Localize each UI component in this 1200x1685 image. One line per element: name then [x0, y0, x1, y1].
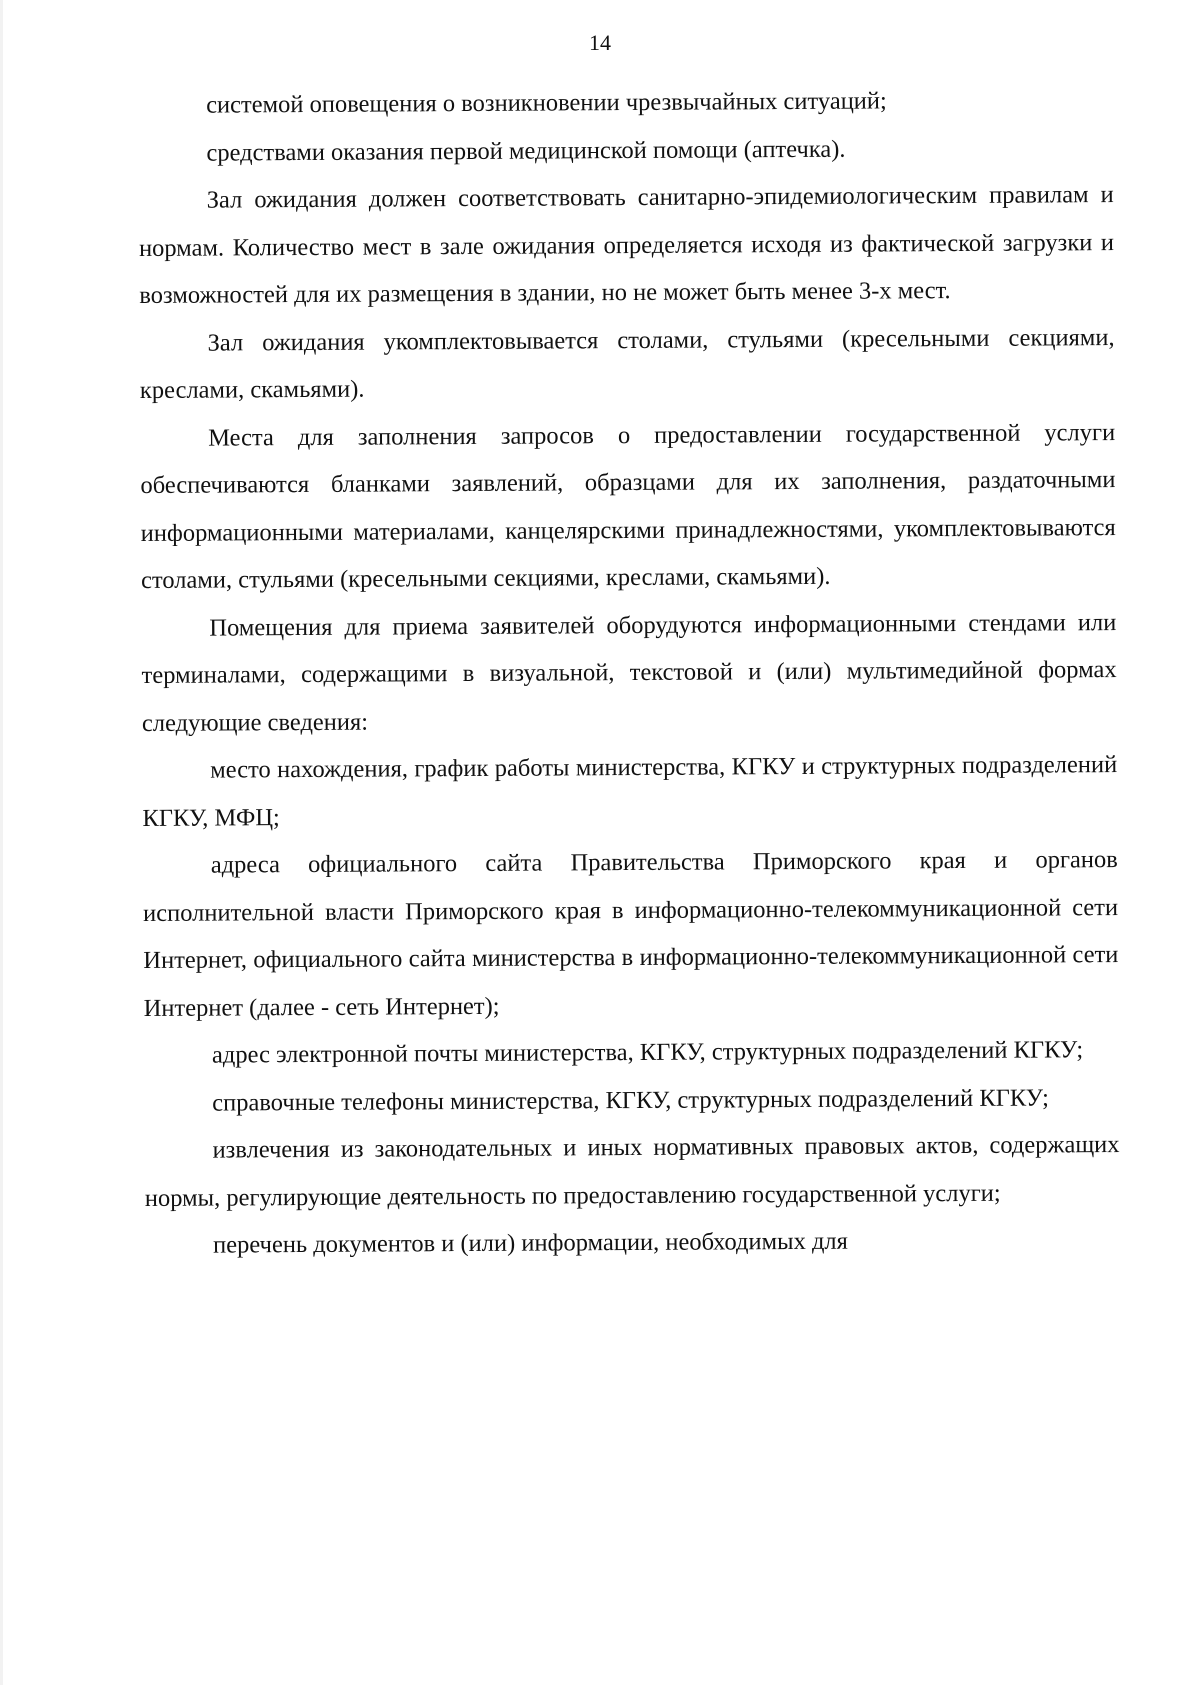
paragraph-website-addresses: адреса официального сайта Правительства Приморского края и органов исполнительной власти Приморского края в информационно-телекоммуникационной сети Интернет, официального сайта министерства в информационно-телекоммуникационной сети Интернет (далее - сеть Интернет);: [142, 846, 1119, 1022]
paragraph-waiting-hall-norms: Зал ожидания должен соответствовать санитарно-эпидемиологическим правилам и нормам. Количество мест в зале ожидания определяется исходя из фактической загрузки и возможностей для их размещения в здании, но не может быть менее 3-х мест.: [138, 181, 1115, 309]
paragraph-first-aid: средствами оказания первой медицинской помощи (аптечка).: [206, 135, 846, 167]
document-body: [138, 76, 1120, 1269]
scan-edge: [0, 0, 3, 1685]
paragraph-documents-list: перечень документов и (или) информации, необходимых для: [213, 1227, 848, 1259]
paragraph-request-filling-places: Места для заполнения запросов о предоставлении государственной услуги обеспечиваются бланками заявлений, образцами для их заполнения, раздаточными информационными материалами, канцелярскими принадлежностями, укомплектовываются столами, стульями (кресельными секциями, креслами, скамьями).: [140, 418, 1116, 594]
paragraph-legal-extracts: извлечения из законодательных и иных нормативных правовых актов, содержащих нормы, регулирующие деятельность по предоставлению государственной услуги;: [144, 1131, 1120, 1212]
paragraph-location-schedule: место нахождения, график работы министерства, КГКУ и структурных подразделений КГКУ, МФЦ;: [142, 751, 1118, 832]
paragraph-alert-system: системой оповещения о возникновении чрезвычайных ситуаций;: [206, 87, 887, 119]
page-number: 14: [589, 30, 611, 55]
paragraph-email-address: адрес электронной почты министерства, КГКУ, структурных подразделений КГКУ;: [211, 1036, 1084, 1069]
paragraph-information-stands: Помещения для приема заявителей оборудуются информационными стендами или терминалами, содержащими в визуальной, текстовой и (или) мультимедийной формах следующие сведения:: [141, 608, 1117, 737]
paragraph-waiting-hall-furniture: Зал ожидания укомплектовывается столами, стульями (кресельными секциями, креслами, скамьями).: [139, 323, 1115, 404]
paragraph-phone-numbers: справочные телефоны министерства, КГКУ, структурных подразделений КГКУ;: [212, 1083, 1050, 1117]
